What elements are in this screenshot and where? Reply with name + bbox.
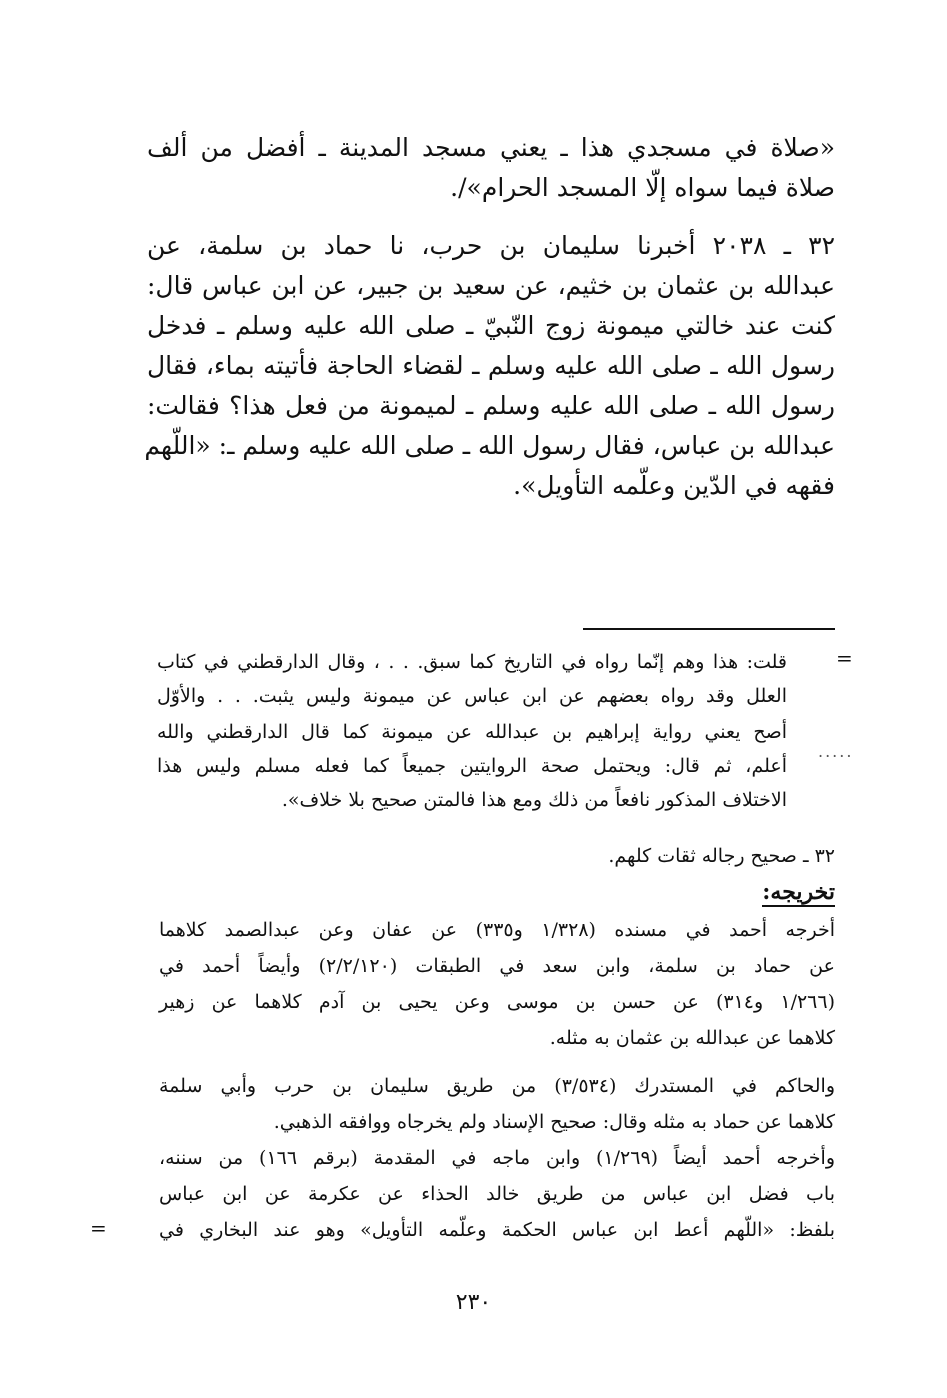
takhrij-heading: تخريجه: [762, 879, 835, 905]
footnote-line-2: العلل وقد رواه بعضهم عن ابن عباس عن ميمونة وليس يثبت. . . والأوّل [157, 685, 787, 707]
footnote-line-6: ٣٢ ـ صحيح رجاله ثقات كلهم. [608, 845, 835, 867]
takhrij-line-9: بلفظ: «اللّهم أعط ابن عباس الحكمة وعلّمه التأويل» وهو عند البخاري في [159, 1219, 835, 1241]
takhrij-line-1: أخرجه أحمد في مسنده (١/٣٢٨ و٣٣٥) عن عفان وعن عبدالصمد كلاهما [159, 919, 835, 941]
main-line-7: رسول الله ـ صلى الله عليه وسلم ـ لميمونة من فعل هذا؟ فقالت: [147, 391, 835, 420]
main-line-5: كنت عند خالتي ميمونة زوج النّبيّ ـ صلى الله عليه وسلم ـ فدخل [147, 311, 835, 340]
takhrij-line-8: باب فضل ابن عباس من طريق خالد الحذاء عن عكرمة عن ابن عباس [159, 1183, 835, 1205]
page-number: ٢٣٠ [455, 1290, 492, 1315]
takhrij-line-7: وأخرجه أحمد أيضاً (١/٢٦٩) وابن ماجه في المقدمة (برقم ١٦٦) من سننه، [159, 1147, 835, 1169]
footnote-line-5: الاختلاف المذكور نافعاً من ذلك ومع هذا فالمتن صحيح بلا خلاف». [281, 789, 787, 811]
continuation-mark: = [836, 646, 853, 670]
margin-dots: ..... [818, 742, 854, 761]
main-line-2: صلاة فيما سواه إلّا المسجد الحرام»/. [450, 173, 835, 202]
takhrij-line-4: كلاهما عن عبدالله بن عثمان به مثله. [549, 1027, 835, 1049]
main-line-9: فقهه في الدّين وعلّمه التأويل». [513, 471, 835, 500]
takhrij-line-5: والحاكم في المستدرك (٣/٥٣٤) من طريق سليمان بن حرب وأبي سلمة [159, 1075, 835, 1097]
takhrij-line-3: (١/٢٦٦ و٣١٤) عن حسن بن موسى وعن يحيى بن آدم كلاهما عن زهير [159, 991, 836, 1013]
footnote-line-3: أصح يعني رواية إبراهيم بن عبدالله عن ميمونة كما قال الدارقطني والله [157, 721, 787, 743]
main-line-1: «صلاة في مسجدي هذا ـ يعني مسجد المدينة ـ أفضل من ألف [147, 133, 835, 162]
hadith-number-line: ٣٢ ـ ٢٠٣٨ أخبرنا سليمان بن حرب، نا حماد بن سلمة، عن [147, 231, 835, 260]
footnote-separator [583, 628, 835, 630]
footnote-line-1: قلت: هذا وهم إنّما رواه في التاريخ كما سبق. . . ، وقال الدارقطني في كتاب [157, 651, 787, 673]
main-line-6: رسول الله ـ صلى الله عليه وسلم ـ لقضاء الحاجة فأتيته بماء، فقال [147, 351, 835, 380]
main-line-4: عبدالله بن عثمان بن خثيم، عن سعيد بن جبير، عن ابن عباس قال: [147, 271, 835, 300]
footnote-line-4: أعلم، ثم قال: ويحتمل صحة الروايتين جميعاً كما فعله مسلم وليس هذا [157, 755, 787, 777]
takhrij-line-2: عن حماد بن سلمة، وابن سعد في الطبقات (٢/٢/١٢٠) وأيضاً أحمد في [159, 955, 835, 977]
takhrij-line-6: كلاهما عن حماد به مثله وقال: صحيح الإسناد ولم يخرجاه ووافقه الذهبي. [273, 1111, 835, 1133]
main-line-8: عبدالله بن عباس، فقال رسول الله ـ صلى الله عليه وسلم ـ: «اللّهم [144, 431, 835, 460]
end-continuation-mark: = [90, 1216, 107, 1240]
